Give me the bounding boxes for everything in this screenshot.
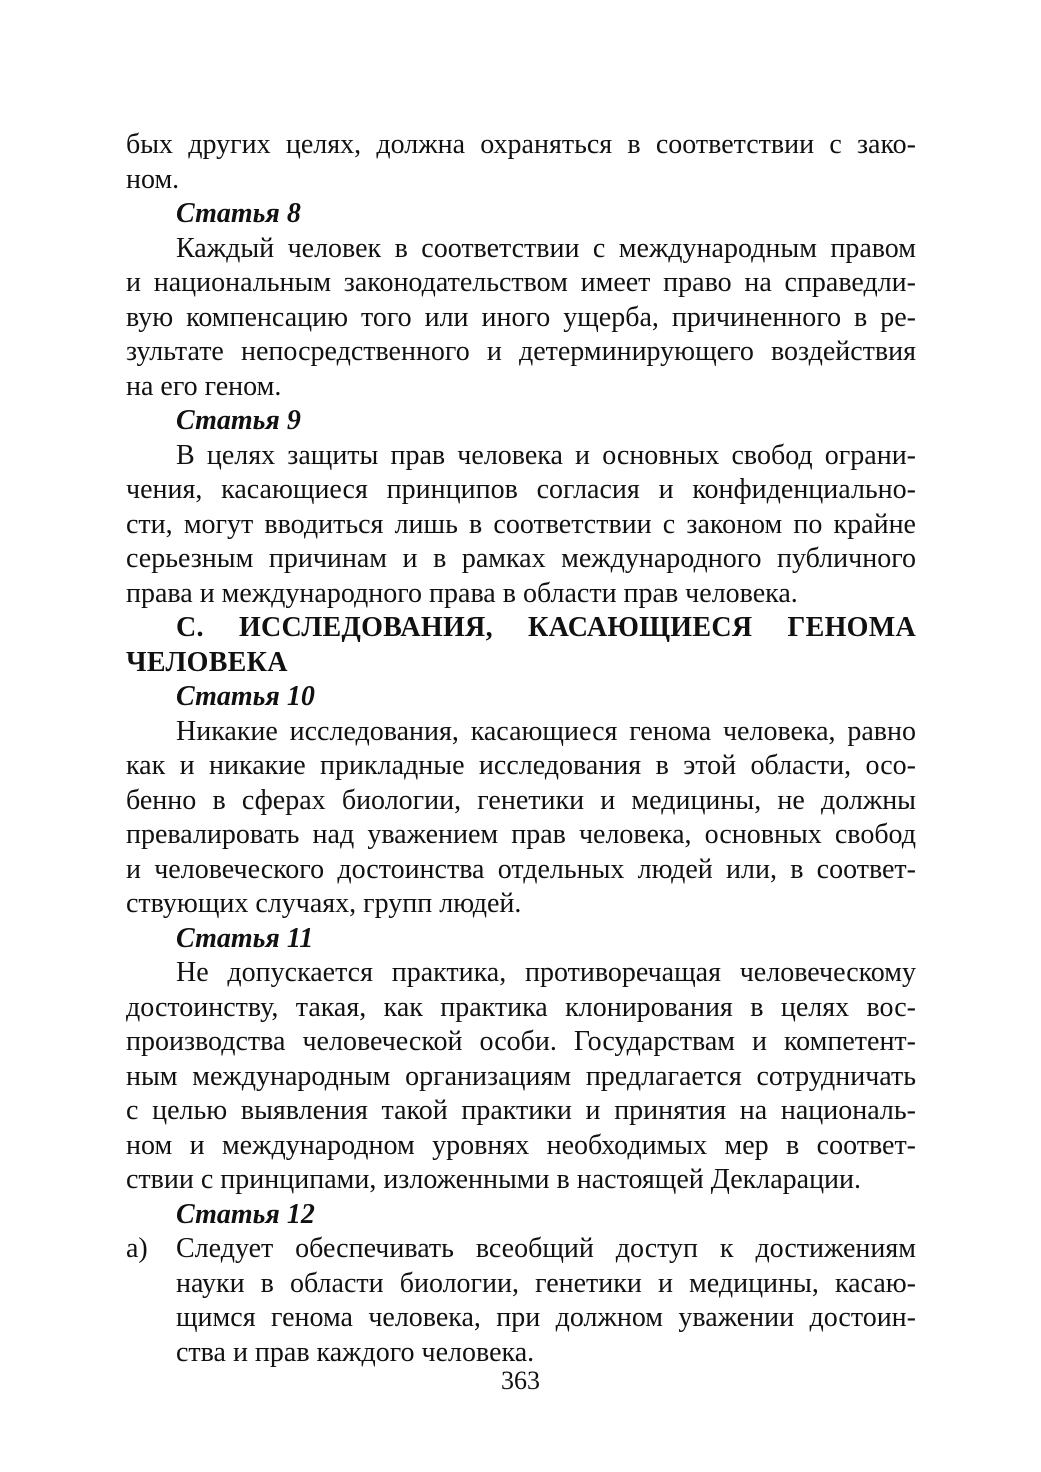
text-line: щимся генома человека, при должном уважении достоин- — [176, 1302, 916, 1333]
article-heading: Статья 9 — [176, 405, 301, 436]
text-line: серьезным причинам и в рамках международного публичного — [126, 543, 916, 574]
text-line: ном. — [126, 163, 180, 195]
text-line: ства и прав каждого человека. — [176, 1336, 535, 1368]
text-line: достоинству, такая, как практика клонирования в целях вос- — [126, 991, 916, 1023]
document-page — [126, 128, 916, 1370]
text-line: зультате непосредственного и детерминирующего воздействия — [126, 336, 916, 367]
text-line: ствии с принципами, изложенными в настоящей Декларации. — [126, 1164, 862, 1195]
list-item-a — [126, 1232, 916, 1370]
text-line: ным международным организациям предлагается сотрудничать — [126, 1060, 916, 1092]
article-heading: Статья 12 — [176, 1198, 315, 1230]
text-line: вую компенсацию того или иного ущерба, причиненного в ре- — [126, 301, 916, 333]
text-line: сти, могут вводиться лишь в соответствии с законом по крайне — [126, 508, 916, 540]
text-line: производства человеческой особи. Государствам и компетент- — [126, 1026, 916, 1057]
text-line: чения, касающиеся принципов согласия и конфиденциально- — [126, 474, 916, 505]
text-line: с целью выявления такой практики и принятия на националь- — [126, 1095, 916, 1126]
text-line: права и международного права в области прав человека. — [126, 577, 798, 609]
text-line: Следует обеспечивать всеобщий доступ к достижениям — [176, 1233, 916, 1264]
text-line: науки в области биологии, генетики и медицины, касаю- — [176, 1267, 916, 1299]
article-heading: Статья 10 — [176, 681, 315, 712]
text-line: Каждый человек в соответствии с международным правом — [176, 232, 916, 264]
text-line: ном и международном уровнях необходимых мер в соответ- — [126, 1129, 916, 1161]
text-line: и человеческого достоинства отдельных людей или, в соответ- — [126, 853, 916, 885]
text-line: бенно в сферах биологии, генетики и медицины, не должны — [126, 784, 916, 816]
section-heading: ЧЕЛОВЕКА — [126, 646, 288, 678]
text-line: Не допускается практика, противоречащая человеческому — [176, 957, 916, 988]
text-line: В целях защиты прав человека и основных свобод ограни- — [176, 439, 916, 471]
document-body — [126, 128, 916, 1232]
text-line: бых других целях, должна охраняться в соответствии с зако- — [126, 129, 916, 160]
text-line: Никакие исследования, касающиеся генома человека, равно — [176, 715, 916, 747]
section-heading: С. ИССЛЕДОВАНИЯ, КАСАЮЩИЕСЯ ГЕНОМА — [176, 612, 916, 643]
text-line: превалировать над уважением прав человека, основных свобод — [126, 819, 916, 850]
text-line: и национальным законодательством имеет право на справедли- — [126, 267, 916, 298]
text-line: на его геном. — [126, 370, 282, 402]
list-item-text — [176, 1232, 916, 1370]
article-heading: Статья 8 — [176, 198, 301, 229]
page-number: 363 — [501, 1366, 540, 1395]
article-heading: Статья 11 — [176, 922, 314, 954]
text-line: ствующих случаях, групп людей. — [126, 888, 522, 919]
text-line: как и никакие прикладные исследования в этой области, осо- — [126, 750, 916, 781]
list-item-marker: а) — [126, 1233, 148, 1264]
